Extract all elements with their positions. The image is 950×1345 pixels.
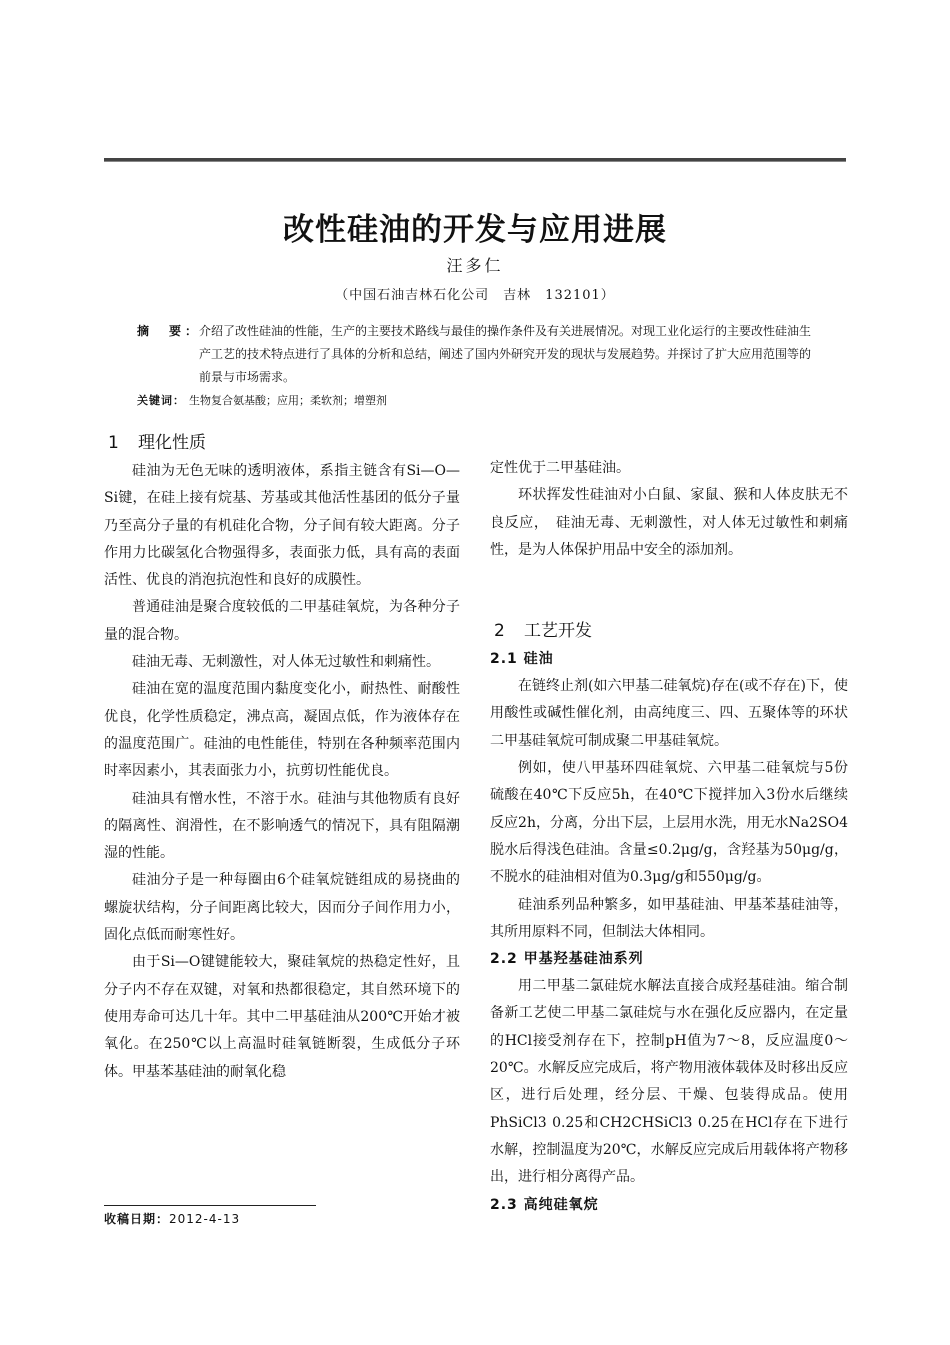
section-title: 工艺开发 bbox=[524, 621, 592, 642]
received-date: 2012-4-13 bbox=[169, 1212, 241, 1226]
paper-title: 改性硅油的开发与应用进展 bbox=[283, 212, 667, 248]
subsection-2-2-heading: 2.2 甲基羟基硅油系列 bbox=[490, 951, 644, 968]
right-column bbox=[490, 455, 848, 1219]
top-rule bbox=[104, 158, 846, 162]
keywords-label: 关键词： bbox=[137, 394, 185, 407]
paragraph: 在链终止剂(如六甲基二硅氧烷)存在(或不存在)下，使用酸性或碱性催化剂，由高纯度三、四、五聚体等的环状二甲基硅氧烷可制成聚二甲基硅氧烷。 bbox=[490, 678, 848, 749]
section-title: 理化性质 bbox=[138, 433, 206, 453]
subsection-2-3-heading: 2.3 高纯硅氧烷 bbox=[490, 1196, 599, 1213]
section-1-heading bbox=[104, 428, 460, 458]
section-number: 1 bbox=[108, 433, 119, 453]
section-number: 2 bbox=[494, 621, 505, 642]
paragraph: 硅油在宽的温度范围内黏度变化小，耐热性、耐酸性优良，化学性质稳定，沸点高，凝固点低，作为液体存在的温度范围广。硅油的电性能佳，特别在各种频率范围内时率因素小，其表面张力小，抗剪切性能优良。 bbox=[104, 681, 460, 780]
paragraph: 硅油具有憎水性，不溶于水。硅油与其他物质有良好的隔离性、润滑性，在不影响透气的情况下，具有阻隔潮湿的性能。 bbox=[104, 790, 460, 862]
footnote-rule bbox=[104, 1205, 316, 1206]
paragraph: 硅油分子是一种每圈由6个硅氧烷链组成的易挠曲的螺旋状结构，分子间距离比较大，因而分子间作用力小，固化点低而耐寒性好。 bbox=[104, 872, 460, 944]
left-column bbox=[104, 428, 460, 1086]
abstract-label: 摘 要： bbox=[137, 324, 202, 338]
footnote bbox=[104, 1210, 240, 1227]
keywords-text: 生物复合氨基酸；应用；柔软剂；增塑剂 bbox=[189, 394, 387, 407]
subsection-2-1-heading: 2.1 硅油 bbox=[490, 651, 554, 668]
author-name: 汪多仁 bbox=[446, 256, 504, 275]
paragraph: 普通硅油是聚合度较低的二甲基硅氧烷，为各种分子量的混合物。 bbox=[104, 599, 460, 643]
paragraph: 硅油系列品种繁多，如甲基硅油、甲基苯基硅油等，其所用原料不同，但制法大体相同。 bbox=[490, 896, 848, 940]
abstract bbox=[137, 320, 817, 389]
paragraph: 硅油为无色无味的透明液体，系指主链含有Si—O—Si键，在硅上接有烷基、芳基或其他活性基团的低分子量乃至高分子量的有机硅化合物，分子间有较大距离。分子作用力比碳氢化合物强得多，表面张力低，具有高的表面活性、优良的消泡抗泡性和良好的成膜性。 bbox=[104, 463, 460, 589]
paragraph: 例如，使八甲基环四硅氧烷、六甲基二硅氧烷与5份硫酸在40℃下反应5h，在40℃下搅拌加入3份水后继续反应2h，分离，分出下层，上层用水洗，用无水Na2SO4脱水后得浅色硅油。含量≤0.2μg/g，含羟基为50μg/g，不脱水的硅油相对值为0.3μg/g和550μg/g。 bbox=[490, 760, 848, 886]
paragraph-continuation: 定性优于二甲基硅油。 bbox=[490, 460, 630, 476]
author-affiliation: （中国石油吉林石化公司 吉林 132101） bbox=[335, 288, 615, 303]
paragraph: 环状挥发性硅油对小白鼠、家鼠、猴和人体皮肤无不良反应， 硅油无毒、无刺激性，对人体无过敏性和刺痛性，是为人体保护用品中安全的添加剂。 bbox=[490, 487, 848, 558]
keywords bbox=[137, 391, 817, 411]
abstract-text: 介绍了改性硅油的性能，生产的主要技术路线与最佳的操作条件及有关进展情况。对现工业化运行的主要改性硅油生产工艺的技术特点进行了具体的分析和总结，阐述了国内外研究开发的现状与发展趋势。并探讨了扩大应用范围等的前景与市场需求。 bbox=[199, 324, 812, 384]
paragraph: 硅油无毒、无刺激性，对人体无过敏性和刺痛性。 bbox=[132, 654, 440, 671]
footnote-label: 收稿日期： bbox=[104, 1212, 170, 1226]
paragraph: 由于Si—O键键能较大，聚硅氧烷的热稳定性好，且分子内不存在双键，对氧和热都很稳定，其自然环境下的使用寿命可达几十年。其中二甲基硅油从200℃开始才被氧化。在250℃以上高温时硅氧链断裂，生成低分子环体。甲基苯基硅油的耐氧化稳 bbox=[104, 954, 460, 1080]
section-2-heading bbox=[490, 616, 848, 646]
paragraph: 用二甲基二氯硅烷水解法直接合成羟基硅油。缩合制备新工艺使二甲基二氯硅烷与水在强化反应器内，在定量的HCl接受剂存在下，控制pH值为7～8，反应温度0～20℃。水解反应完成后，将产物用液体载体及时移出反应区，进行后处理，经分层、干燥、包装得成品。使用PhSiCl3 0.25和CH2CHSiCl3 0.25在HCl存在下进行水解，控制温度为20℃，水解反应完成后用载体将产物移出，进行相分离得产品。 bbox=[490, 978, 848, 1186]
